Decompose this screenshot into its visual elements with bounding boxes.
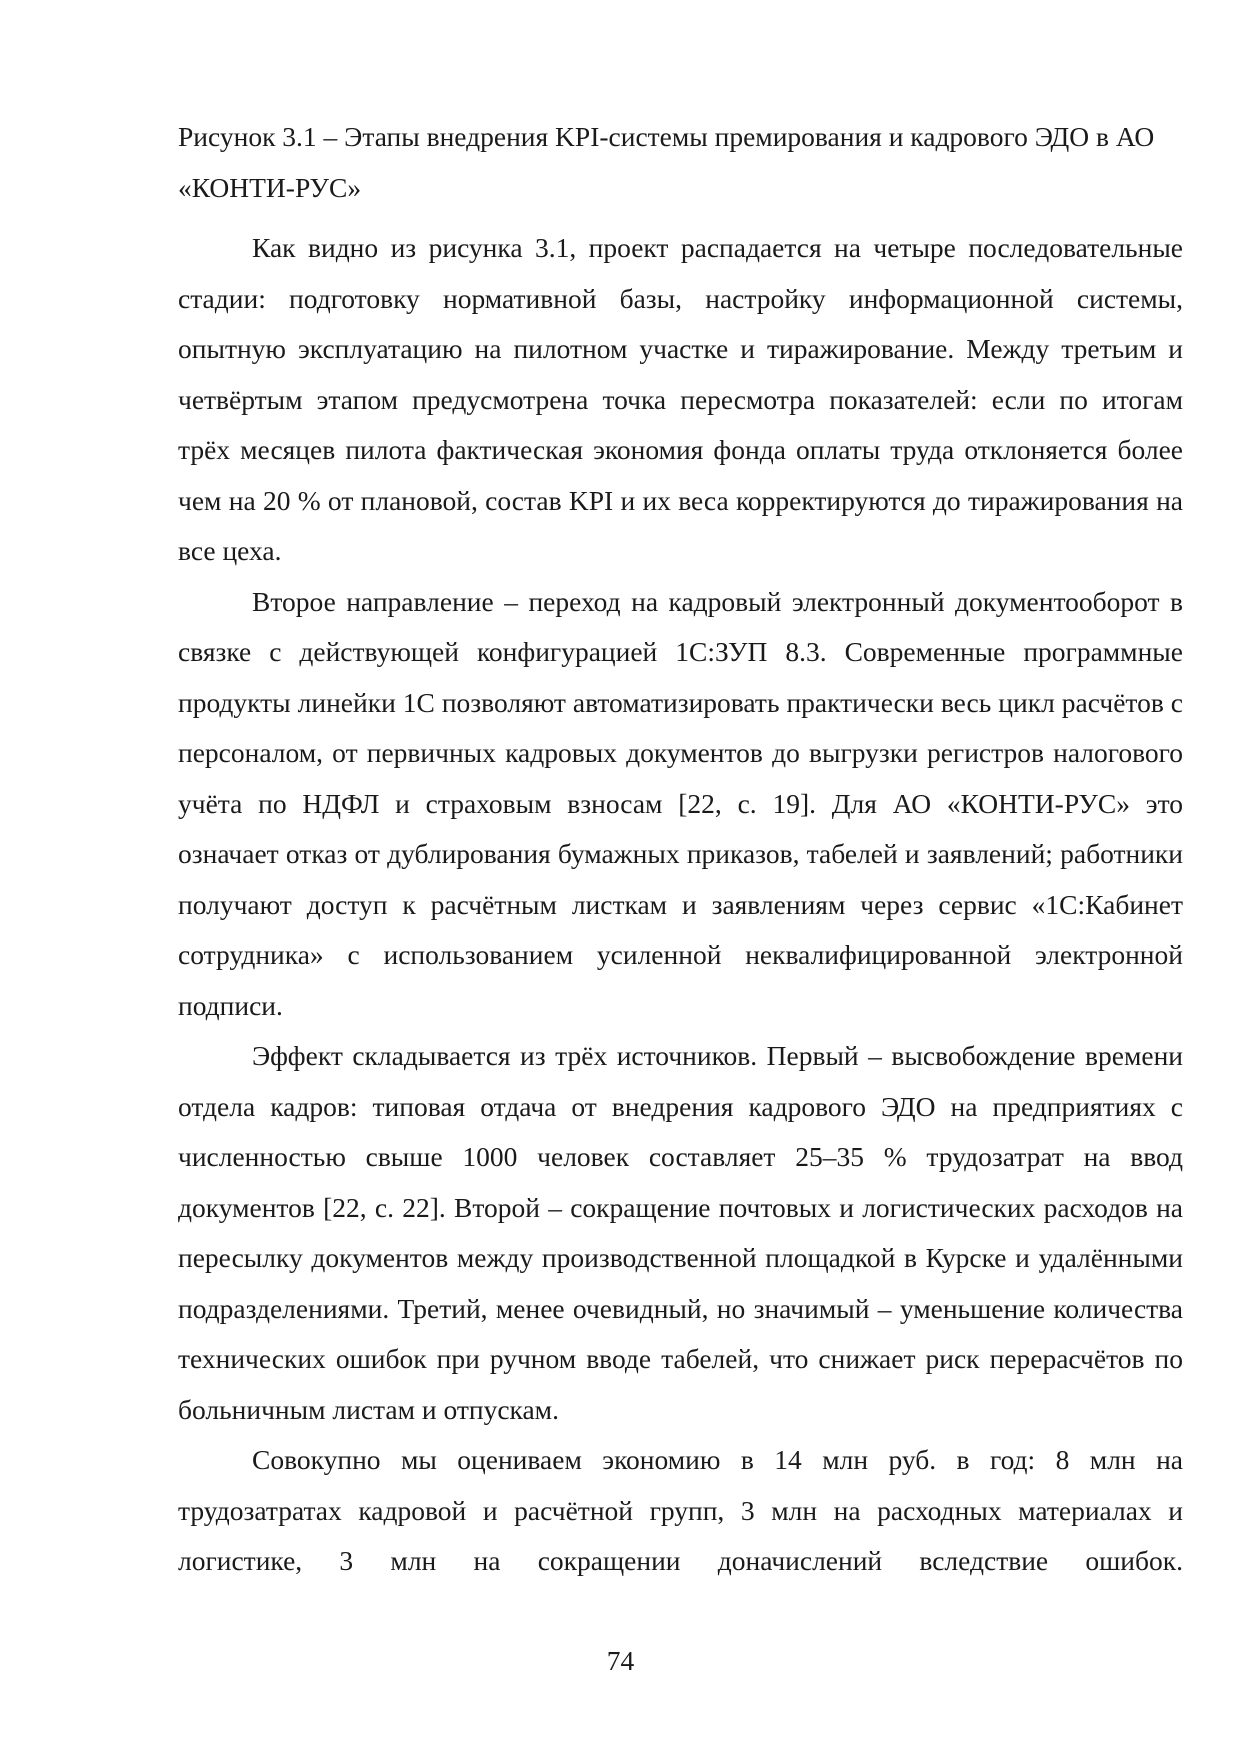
paragraph: Второе направление – переход на кадровый электронный документооборот в связке с действующей конфигурацией 1С:ЗУП 8.3. Современные программные продукты линейки 1С позволяют автоматизировать практически весь цикл расчётов с персоналом, от первичных кадровых документов до выгрузки регистров налогового учёта по НДФЛ и страховым взносам [22, с. 19]. Для АО «КОНТИ-РУС» это означает отказ от дублирования бумажных приказов, табелей и заявлений; работники получают доступ к расчётным листкам и заявлениям через сервис «1С:Кабинет сотрудника» с использованием усиленной неквалифицированной электронной подписи. bbox=[178, 585, 1183, 1021]
page-number: 74 bbox=[606, 1645, 635, 1676]
body-text bbox=[178, 223, 1183, 1587]
paragraph: Эффект складывается из трёх источников. Первый – высвобождение времени отдела кадров: типовая отдача от внедрения кадрового ЭДО на предприятиях с численностью свыше 1000 человек составляет 25–35 % трудозатрат на ввод документов [22, с. 22]. Второй – сокращение почтовых и логистических расходов на пересылку документов между производственной площадкой в Курске и удалёнными подразделениями. Третий, менее очевидный, но значимый – уменьшение количества технических ошибок при ручном вводе табелей, что снижает риск перерасчётов по больничным листам и отпускам. bbox=[178, 1040, 1183, 1425]
figure-caption: Рисунок 3.1 – Этапы внедрения KPI-системы премирования и кадрового ЭДО в АО «КОНТИ-РУС» bbox=[178, 121, 1155, 203]
paragraph: Как видно из рисунка 3.1, проект распадается на четыре последовательные стадии: подготовку нормативной базы, настройку информационной системы, опытную эксплуатацию на пилотном участке и тиражирование. Между третьим и четвёртым этапом предусмотрена точка пересмотра показателей: если по итогам трёх месяцев пилота фактическая экономия фонда оплаты труда отклоняется более чем на 20 % от плановой, состав KPI и их веса корректируются до тиражирования на все цеха. bbox=[178, 232, 1183, 566]
paragraph: Совокупно мы оцениваем экономию в 14 млн руб. в год: 8 млн на трудозатратах кадровой и расчётной групп, 3 млн на расходных материалах и логистике, 3 млн на сокращении доначислений вследствие ошибок. bbox=[178, 1444, 1183, 1576]
